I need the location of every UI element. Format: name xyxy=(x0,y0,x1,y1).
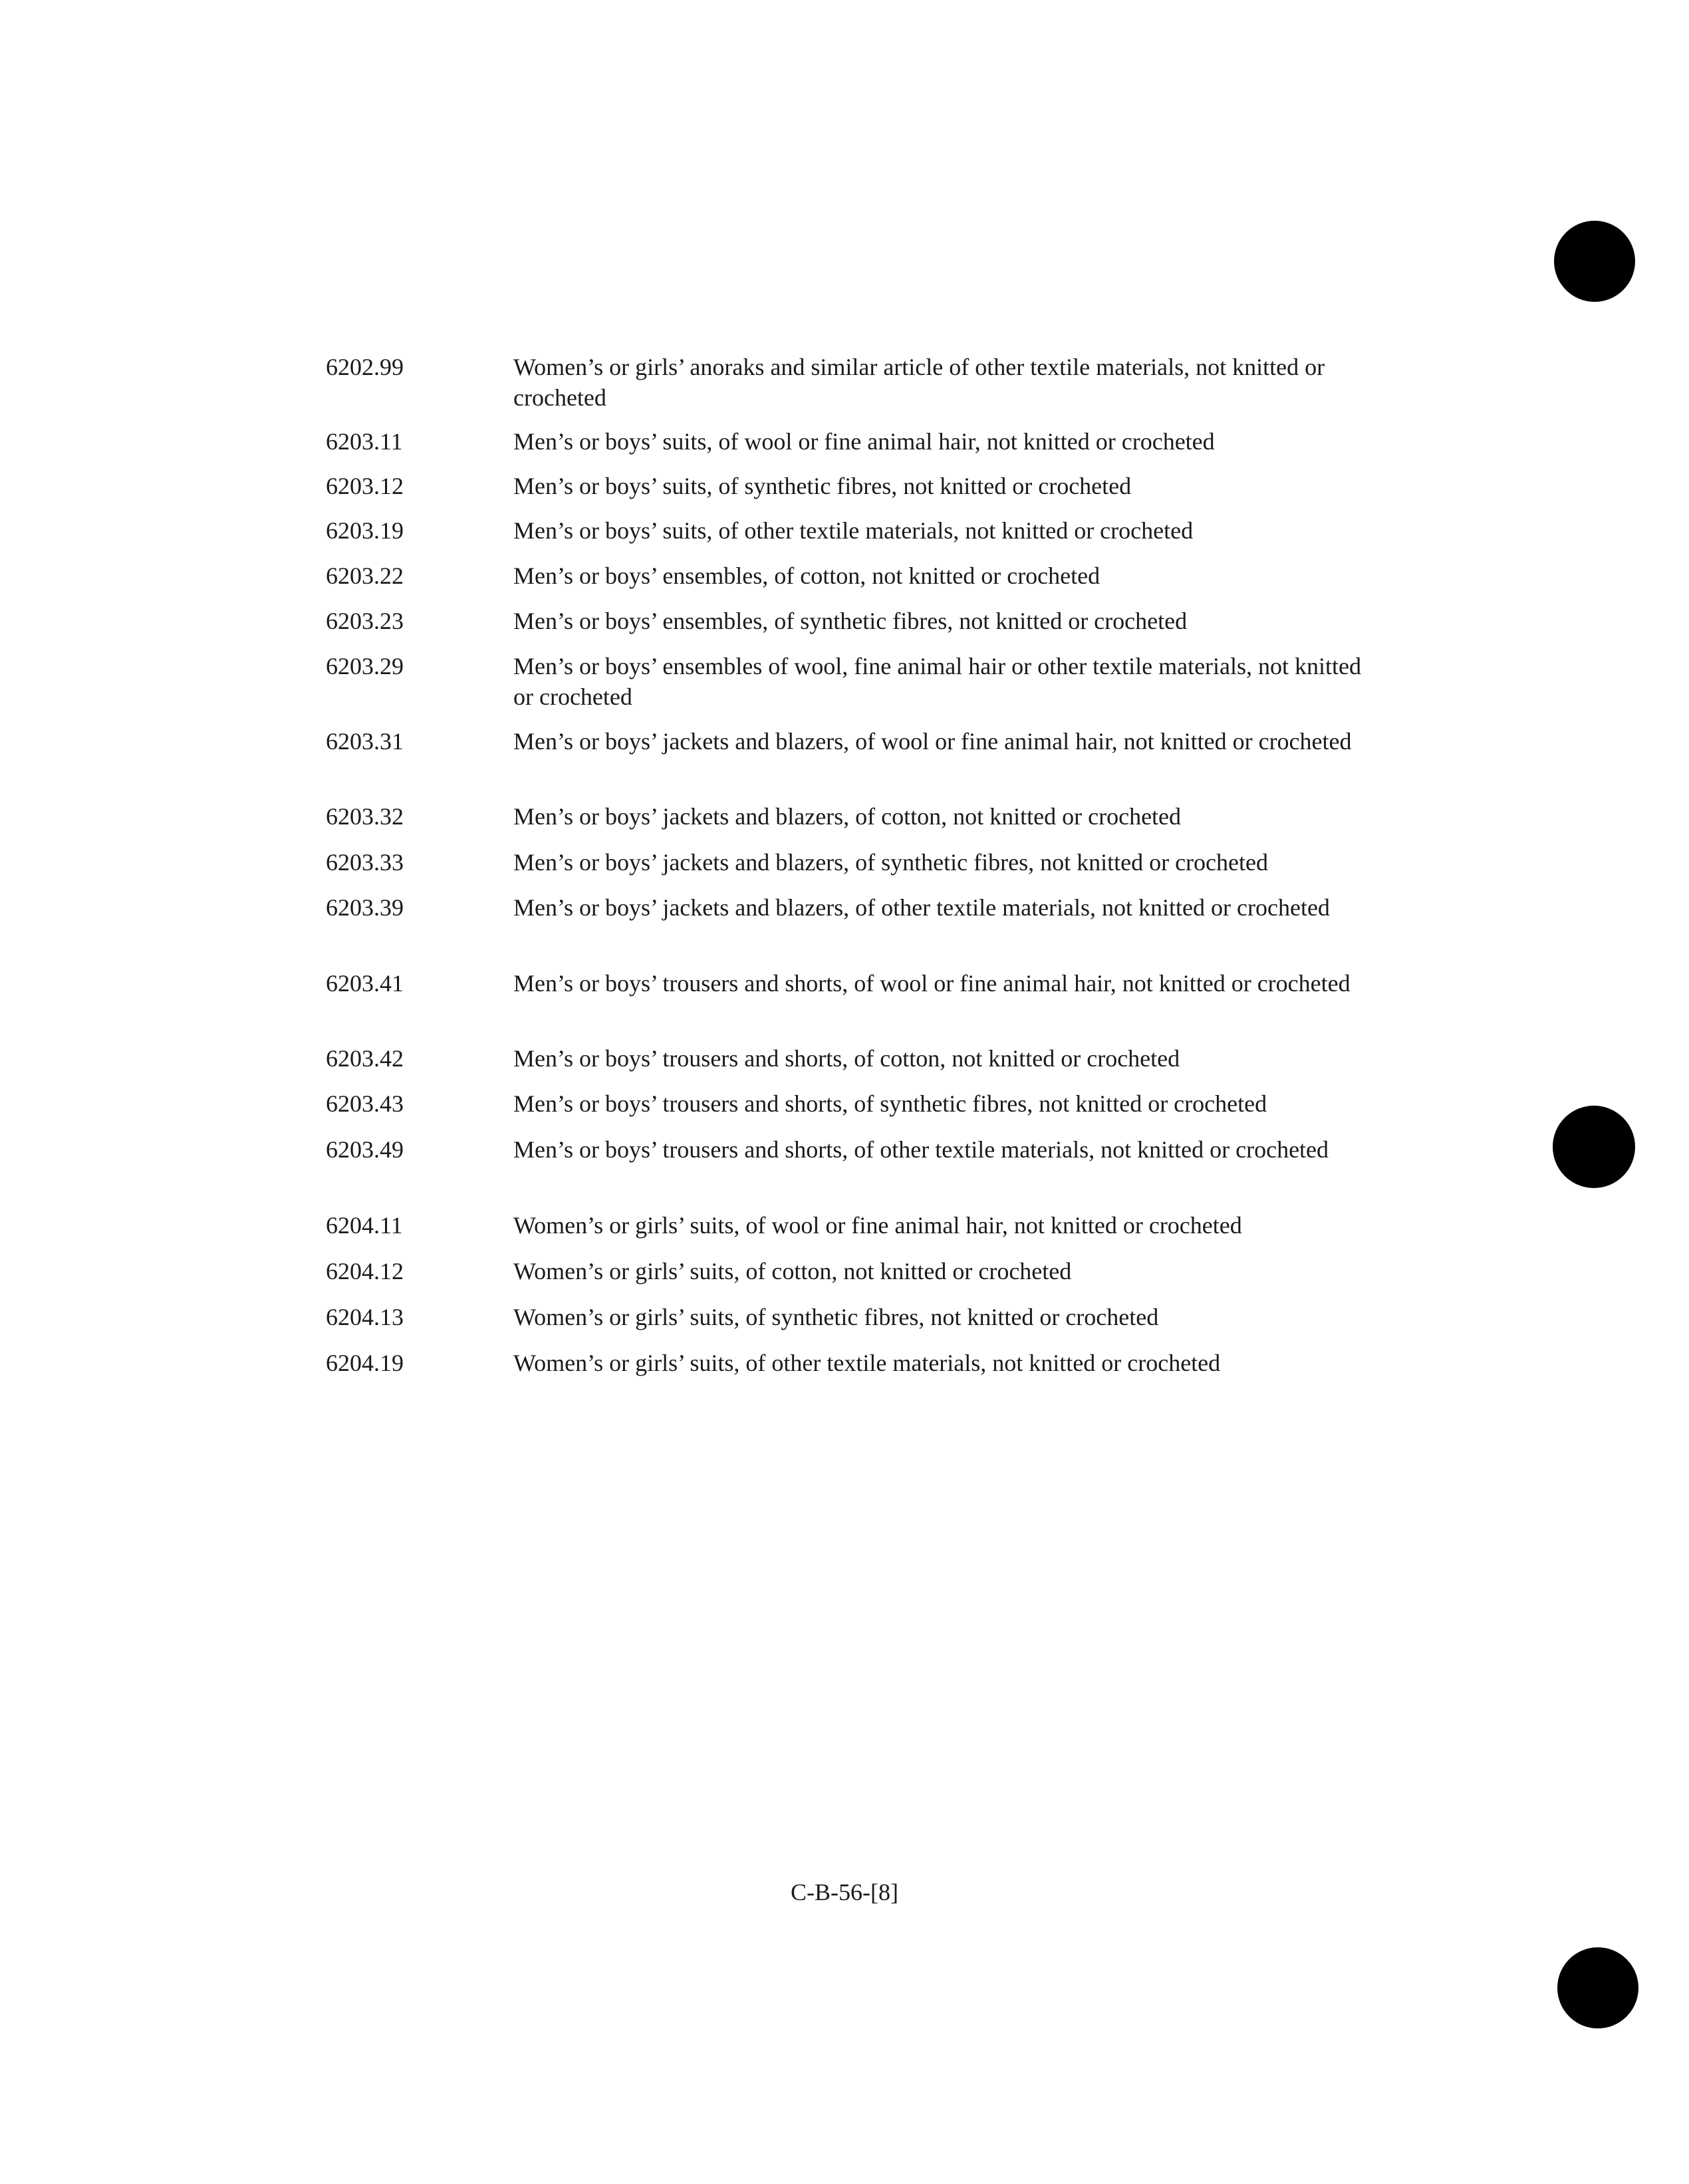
tariff-code: 6203.29 xyxy=(326,653,404,679)
tariff-code: 6204.13 xyxy=(326,1304,404,1330)
tariff-code: 6203.11 xyxy=(326,428,403,455)
tariff-description: Men’s or boys’ jackets and blazers, of synthetic fibres, not knitted or crocheted xyxy=(513,849,1268,876)
tariff-description: Men’s or boys’ trousers and shorts, of synthetic fibres, not knitted or crocheted xyxy=(513,1090,1267,1117)
tariff-description: Men’s or boys’ jackets and blazers, of other textile materials, not knitted or crocheted xyxy=(513,894,1330,921)
tariff-description: Women’s or girls’ anoraks and similar article of other textile materials, not knitted or crocheted xyxy=(513,354,1325,411)
tariff-description: Women’s or girls’ suits, of wool or fine animal hair, not knitted or crocheted xyxy=(513,1212,1242,1239)
tariff-code: 6203.39 xyxy=(326,894,404,921)
tariff-code: 6203.41 xyxy=(326,970,404,997)
tariff-description: Men’s or boys’ ensembles, of synthetic fibres, not knitted or crocheted xyxy=(513,608,1188,634)
tariff-code: 6203.22 xyxy=(326,562,404,589)
tariff-description: Men’s or boys’ trousers and shorts, of wool or fine animal hair, not knitted or crocheted xyxy=(513,970,1351,997)
tariff-code: 6203.33 xyxy=(326,849,404,876)
tariff-description: Women’s or girls’ suits, of other textile materials, not knitted or crocheted xyxy=(513,1350,1221,1376)
tariff-code: 6203.12 xyxy=(326,473,404,499)
tariff-code: 6203.32 xyxy=(326,803,404,830)
tariff-description: Men’s or boys’ trousers and shorts, of cotton, not knitted or crocheted xyxy=(513,1045,1180,1072)
tariff-description: Men’s or boys’ suits, of other textile materials, not knitted or crocheted xyxy=(513,517,1194,544)
tariff-description: Men’s or boys’ trousers and shorts, of other textile materials, not knitted or crocheted xyxy=(513,1136,1329,1163)
tariff-code: 6204.19 xyxy=(326,1350,404,1376)
tariff-code: 6203.19 xyxy=(326,517,404,544)
tariff-code: 6203.31 xyxy=(326,728,404,755)
page-number-footer: C-B-56-[8] xyxy=(791,1879,898,1905)
tariff-code: 6202.99 xyxy=(326,354,404,380)
punch-hole-top xyxy=(1554,221,1635,302)
tariff-code: 6203.23 xyxy=(326,608,404,634)
tariff-code: 6203.49 xyxy=(326,1136,404,1163)
tariff-code: 6204.12 xyxy=(326,1258,404,1284)
tariff-code: 6204.11 xyxy=(326,1212,403,1239)
tariff-description: Men’s or boys’ ensembles, of cotton, not knitted or crocheted xyxy=(513,562,1101,589)
tariff-code: 6203.43 xyxy=(326,1090,404,1117)
tariff-description: Men’s or boys’ suits, of synthetic fibres, not knitted or crocheted xyxy=(513,473,1132,499)
tariff-code: 6203.42 xyxy=(326,1045,404,1072)
tariff-description: Women’s or girls’ suits, of synthetic fibres, not knitted or crocheted xyxy=(513,1304,1159,1330)
tariff-description: Men’s or boys’ jackets and blazers, of cotton, not knitted or crocheted xyxy=(513,803,1182,830)
tariff-description: Men’s or boys’ suits, of wool or fine animal hair, not knitted or crocheted xyxy=(513,428,1215,455)
tariff-description: Men’s or boys’ ensembles of wool, fine animal hair or other textile materials, not knitted or crocheted xyxy=(513,653,1362,710)
punch-hole-bottom xyxy=(1557,1947,1638,2028)
tariff-description: Women’s or girls’ suits, of cotton, not knitted or crocheted xyxy=(513,1258,1072,1284)
tariff-description: Men’s or boys’ jackets and blazers, of wool or fine animal hair, not knitted or crocheted xyxy=(513,728,1352,755)
punch-hole-middle xyxy=(1553,1106,1635,1188)
